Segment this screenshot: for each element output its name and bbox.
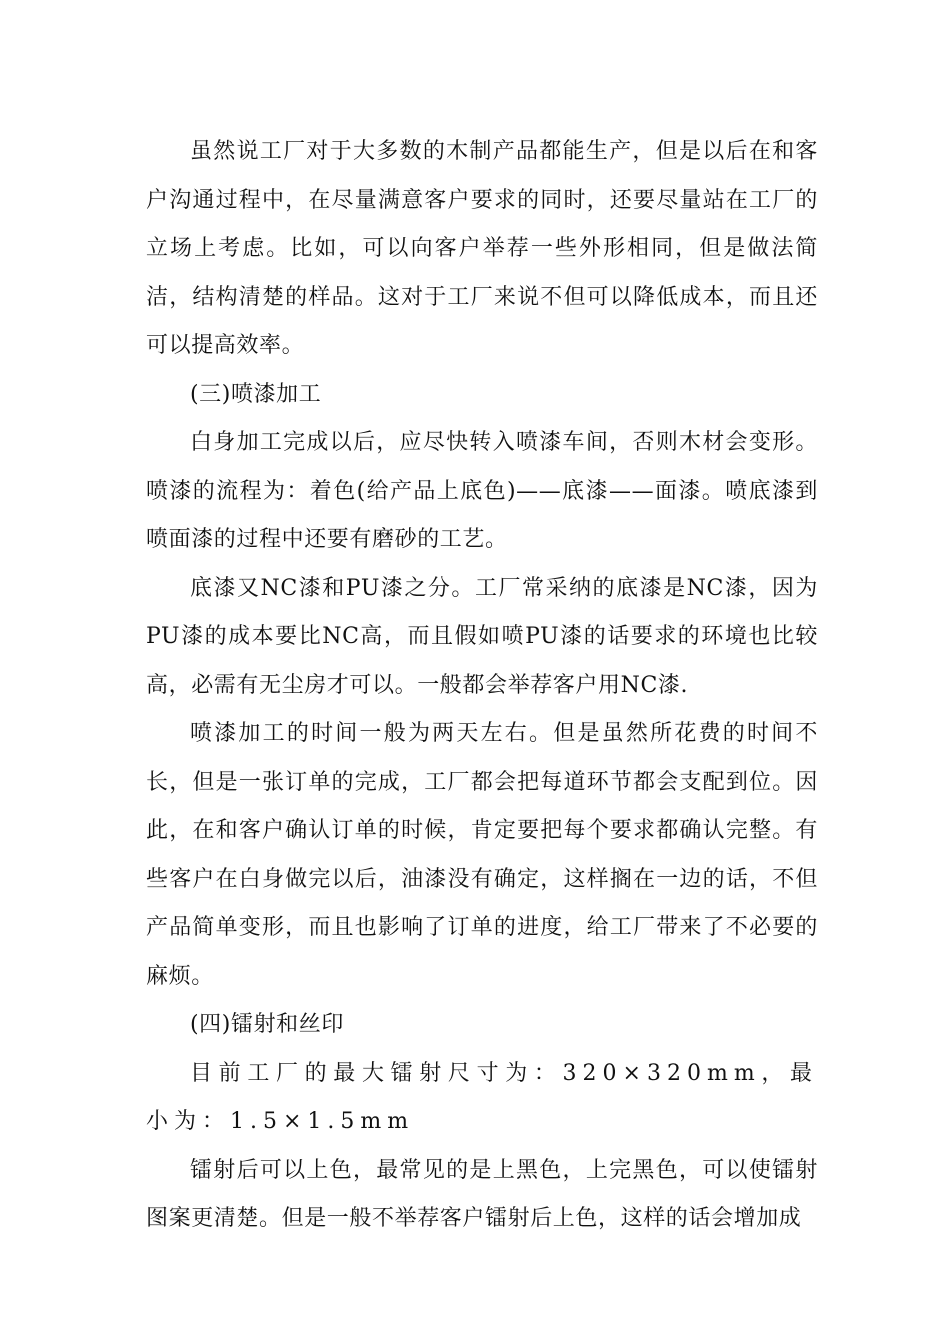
paragraph-laser-color: 镭射后可以上色，最常见的是上黑色，上完黑色，可以使镭射图案更清楚。但是一般不举荐客户镭射后上色，这样的话会增加成 [146,1157,818,1231]
section-heading-laser-silkscreen: (四)镭射和丝印 [190,1012,344,1037]
paragraph-spray-process: 白身加工完成以后，应尽快转入喷漆车间，否则木材会变形。喷漆的流程为：着色(给产品上底色)——底漆——面漆。喷底漆到喷面漆的过程中还要有磨砂的工艺。 [146,430,818,552]
paragraph-spray-time: 喷漆加工的时间一般为两天左右。但是虽然所花费的时间不长，但是一张订单的完成，工厂都会把每道环节都会支配到位。因此，在和客户确认订单的时候，肯定要把每个要求都确认完整。有些客户在白身做完以后，油漆没有确定，这样搁在一边的话，不但产品简单变形，而且也影响了订单的进度，给工厂带来了不必要的麻烦。 [146,721,818,989]
document-body [146,128,818,1244]
paragraph-laser-size: 目前工厂的最大镭射尺寸为：320×320mm，最小为：1.5×1.5mm [146,1060,818,1134]
section-heading-spray-paint: (三)喷漆加工 [190,381,322,407]
paragraph-factory-production: 虽然说工厂对于大多数的木制产品都能生产，但是以后在和客户沟通过程中，在尽量满意客户要求的同时，还要尽量站在工厂的立场上考虑。比如，可以向客户举荐一些外形相同，但是做法简洁，结构清楚的样品。这对于工厂来说不但可以降低成本，而且还可以提高效率。 [146,139,818,358]
paragraph-primer-types: 底漆又NC漆和PU漆之分。工厂常采纳的底漆是NC漆，因为PU漆的成本要比NC高，而且假如喷PU漆的话要求的环境也比较高，必需有无尘房才可以。一般都会举荐客户用NC漆. [146,575,818,698]
